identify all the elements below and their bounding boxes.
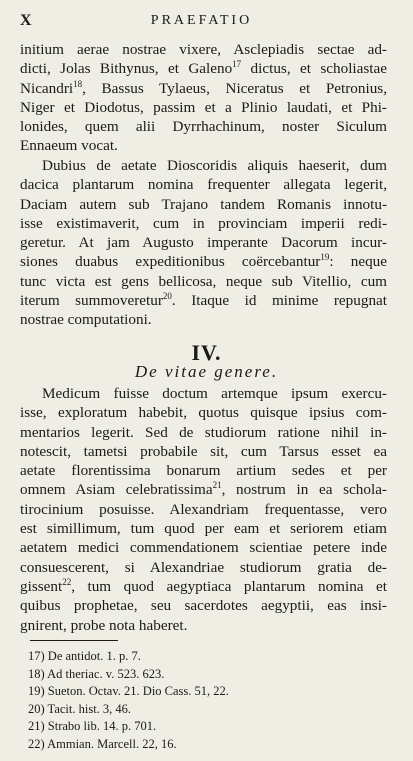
text-line: notescit, tametsi probabile sit, cum Tarsus esset ea [20, 442, 387, 460]
text-line: iterum summoveretur$^{20}$. Itaque id minime repugnat [20, 291, 388, 310]
text-line: Daciam autem sub Trajano tandem Romanis innotu- [20, 195, 387, 213]
footnote-rule [30, 640, 118, 641]
footnote-ref[interactable]: 21 [212, 480, 222, 491]
footnote-ref[interactable]: 17 [232, 59, 242, 70]
text-line: Nicandri$^{18}$, Bassus Tylaeus, Niceratus et Petronius, [20, 78, 387, 97]
footnote-ref[interactable]: 18 [73, 78, 83, 89]
text-line: nostrae computationi. [20, 311, 152, 329]
footnote: 18) Ad theriac. v. 523. 623. [28, 666, 165, 681]
text-line: tunc victa est gens bellicosa, neque sub Vitellio, cum [20, 272, 387, 290]
text-line: mentarios legerit. Sed de studiorum ratione nihil in- [20, 423, 387, 441]
text-line: omnem Asiam celebratissima$^{21}$, nostrum in ea schola- [20, 480, 387, 499]
text-line: quibus prophetae, seu sacerdotes aegyptii, eas insi- [20, 597, 387, 615]
text-line: aetate florentissima bonarum artium sedes et per [20, 462, 387, 480]
paragraph-1 [20, 40, 387, 156]
footnote-ref[interactable]: 19 [320, 252, 330, 263]
text-line: Dubius de aetate Dioscoridis aliquis haeserit, dum [42, 157, 387, 174]
footnotes [28, 648, 358, 753]
text-line: isse existimaverit, cum in provinciam imperii redi- [20, 214, 387, 232]
text-line: aetatem medici commendationem scientiae petere inde [20, 539, 387, 557]
footnote: 17) De antidot. 1. p. 7. [28, 649, 141, 663]
text-line: Niger et Diodotus, passim et a Plinio laudati, et Phi- [20, 98, 387, 116]
footnote: 19) Sueton. Octav. 21. Dio Cass. 51, 22. [28, 684, 229, 698]
paragraph-3 [20, 384, 387, 635]
paragraph-2 [20, 156, 387, 330]
text-line: consuescerent, si Alexandriae studiorum gratia de- [20, 558, 387, 576]
text-line: dacica plantarum nomina frequenter allegata legerit, [20, 176, 387, 194]
footnote-ref[interactable]: 22 [62, 576, 72, 587]
text-line: dicti, Jolas Bithynus, et Galeno$^{17}$ dictus, et scholiastae [20, 59, 387, 78]
footnote-ref[interactable]: 20 [162, 291, 172, 302]
section-title: De vitae genere. [134, 362, 279, 381]
text-line: lonides, quem alii Dyrrhachinum, noster Siculum [20, 118, 387, 136]
text-line: est simillimum, tum quod per eam et seriorem etiam [20, 520, 387, 538]
text-line: tirocinium posuisse. Alexandriam frequentasse, vero [20, 500, 387, 518]
section-number: IV. [191, 340, 222, 365]
text-line: initium aerae nostrae vixere, Asclepiadis sectae ad- [20, 41, 387, 58]
page-number: X [20, 12, 32, 29]
text-line: isse, exploratum habebit, quotus quisque ipsius com- [20, 404, 387, 422]
footnote: 21) Strabo lib. 14. p. 701. [28, 719, 157, 733]
text-line: Ennaeum vocat. [20, 137, 118, 155]
text-line: gnirent, probe nota haberet. [20, 616, 188, 634]
text-line: gissent$^{22}$, tum quod aegyptiaca plantarum nomina et [20, 576, 387, 595]
page-header [20, 12, 383, 32]
text-line: geretur. At jam Augusto imperante Dacorum incur- [20, 234, 387, 252]
text-line: siones duabus expeditionibus coërcebantur$^{19}$: neque [20, 252, 387, 271]
footnote: 22) Ammian. Marcell. 22, 16. [28, 736, 177, 751]
text-line: Medicum fuisse doctum artemque ipsum exercu- [42, 385, 387, 402]
footnote: 20) Tacit. hist. 3, 46. [28, 701, 132, 716]
running-head: PRAEFATIO [150, 13, 253, 28]
